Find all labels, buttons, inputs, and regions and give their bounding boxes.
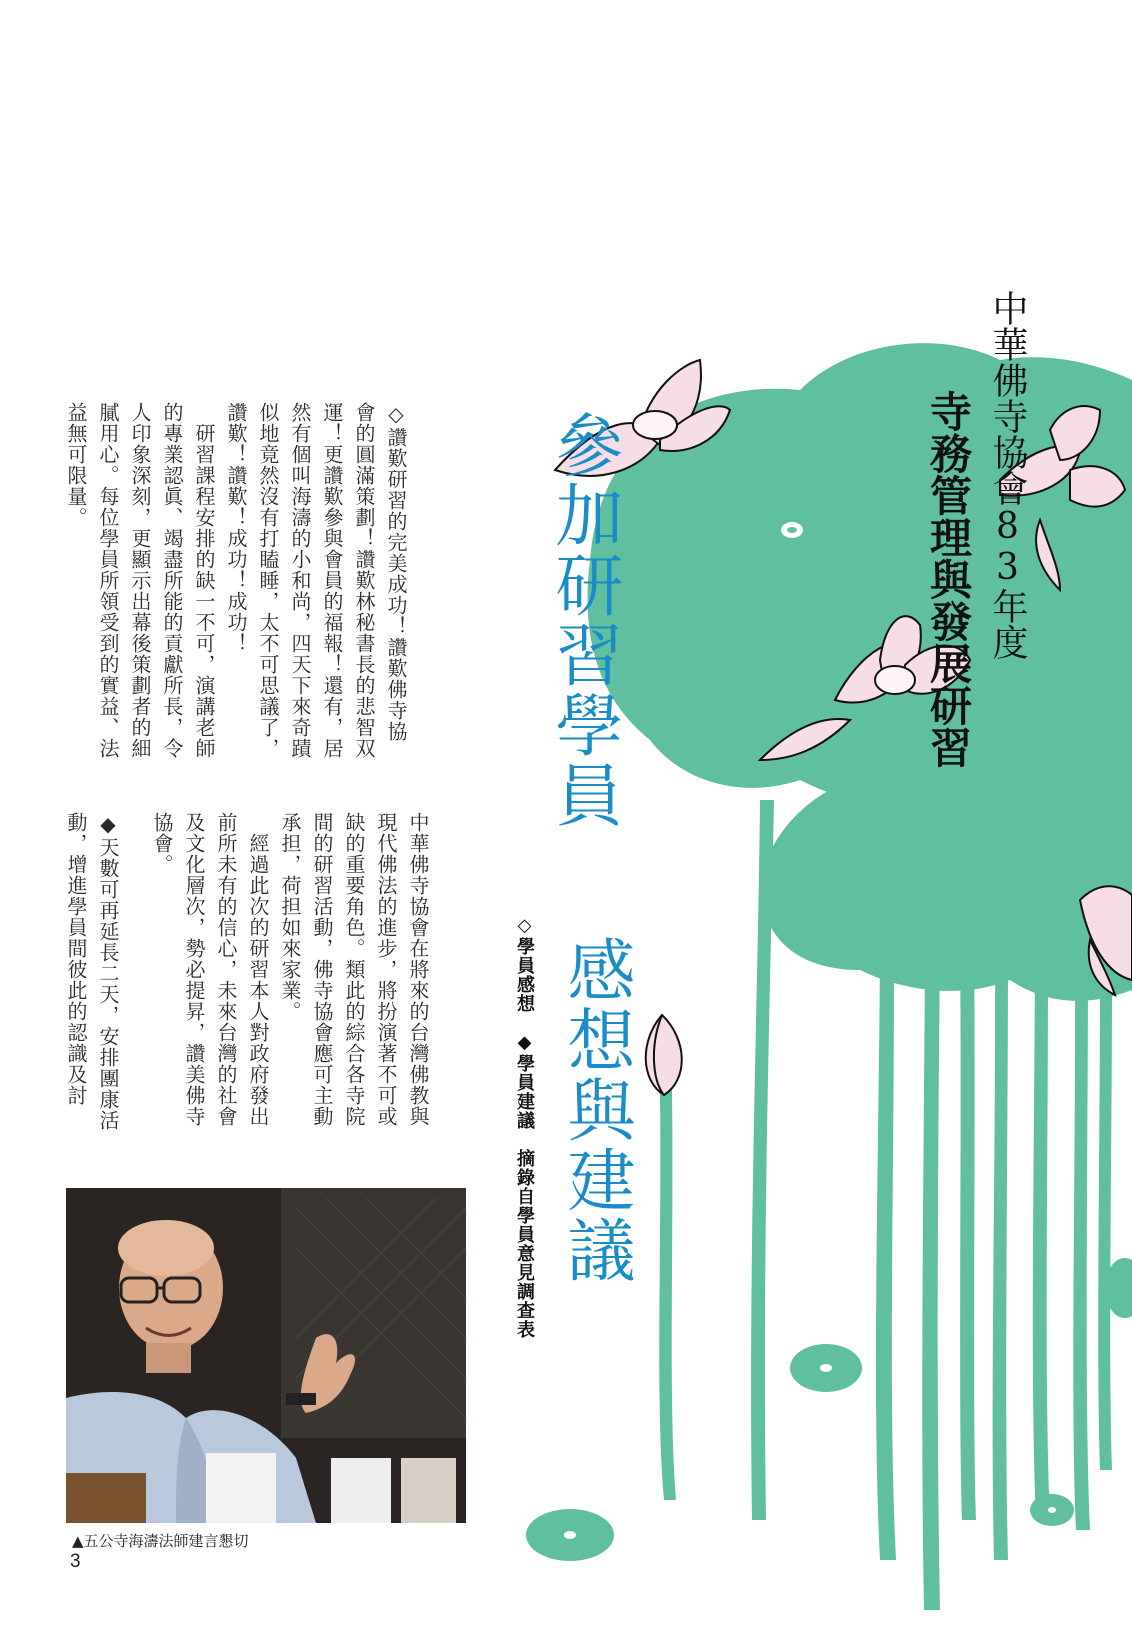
event-title: 寺務管理與發展研習 (924, 390, 973, 768)
sub-header: ◇學員感想 ◆學員建議 摘錄自學員意見調查表 (514, 915, 535, 1339)
lotus-stem (960, 940, 976, 1520)
lotus-stem (922, 950, 940, 1610)
page-number: 3 (70, 1551, 81, 1572)
article-text-lower-right: 中華佛寺協會在將來的台灣佛教與現代佛法的進步，將扮演著不可或缺的重要角色。類此的綜合各寺院間的研習活動，佛寺協會應可主動承担，荷担如來家業。 (278, 812, 430, 1127)
lotus-stem (1073, 960, 1090, 1530)
organization-line: 中華佛寺協會83年度 (987, 290, 1028, 660)
photo-caption: ▲五公寺海濤法師建言懇切 (72, 1532, 249, 1550)
monk-photo (66, 1188, 466, 1523)
lotus-stem (993, 950, 1008, 1560)
lotus-stem (1098, 980, 1112, 1470)
lotus-stem (659, 1090, 676, 1500)
lotus-stem (876, 960, 896, 1560)
lotus-bud (646, 1015, 682, 1095)
main-title-part-2: 感想與建議 (556, 935, 635, 1285)
article-text-lower-left: ◆天數可再延長二天，安排團康活動，增進學員間彼此的認識及討 (64, 812, 120, 1131)
article-text-upper-left: ◇讚歎研習的完美成功！讚歎佛寺協會的圓滿策劃！讚歎林秘書長的悲智双運！更讚歎參與會員的福報！還有，居然有個叫海濤的小和尚，四天下來奇蹟似地竟然沒有打瞌睡，太不可思議了，讚歎！讚歎！成功！成功！ 研習課程安排的缺一不可，演講老師的專業認眞、竭盡所能的貢獻所長，令人印象深刻，更顯示出幕後策劃者的細膩用心。每位學員所領受到的實益、法益無可限量。 (64, 402, 408, 759)
lotus-stem (1033, 960, 1050, 1520)
main-title-part-1: 參加研習學員 (544, 410, 623, 830)
article-text-lower-middle: 經過此次的研習本人對政府發出前所未有的信心，未來台灣的社會及文化層次，勢必提昇，讚美佛寺協會。 (150, 812, 270, 1127)
